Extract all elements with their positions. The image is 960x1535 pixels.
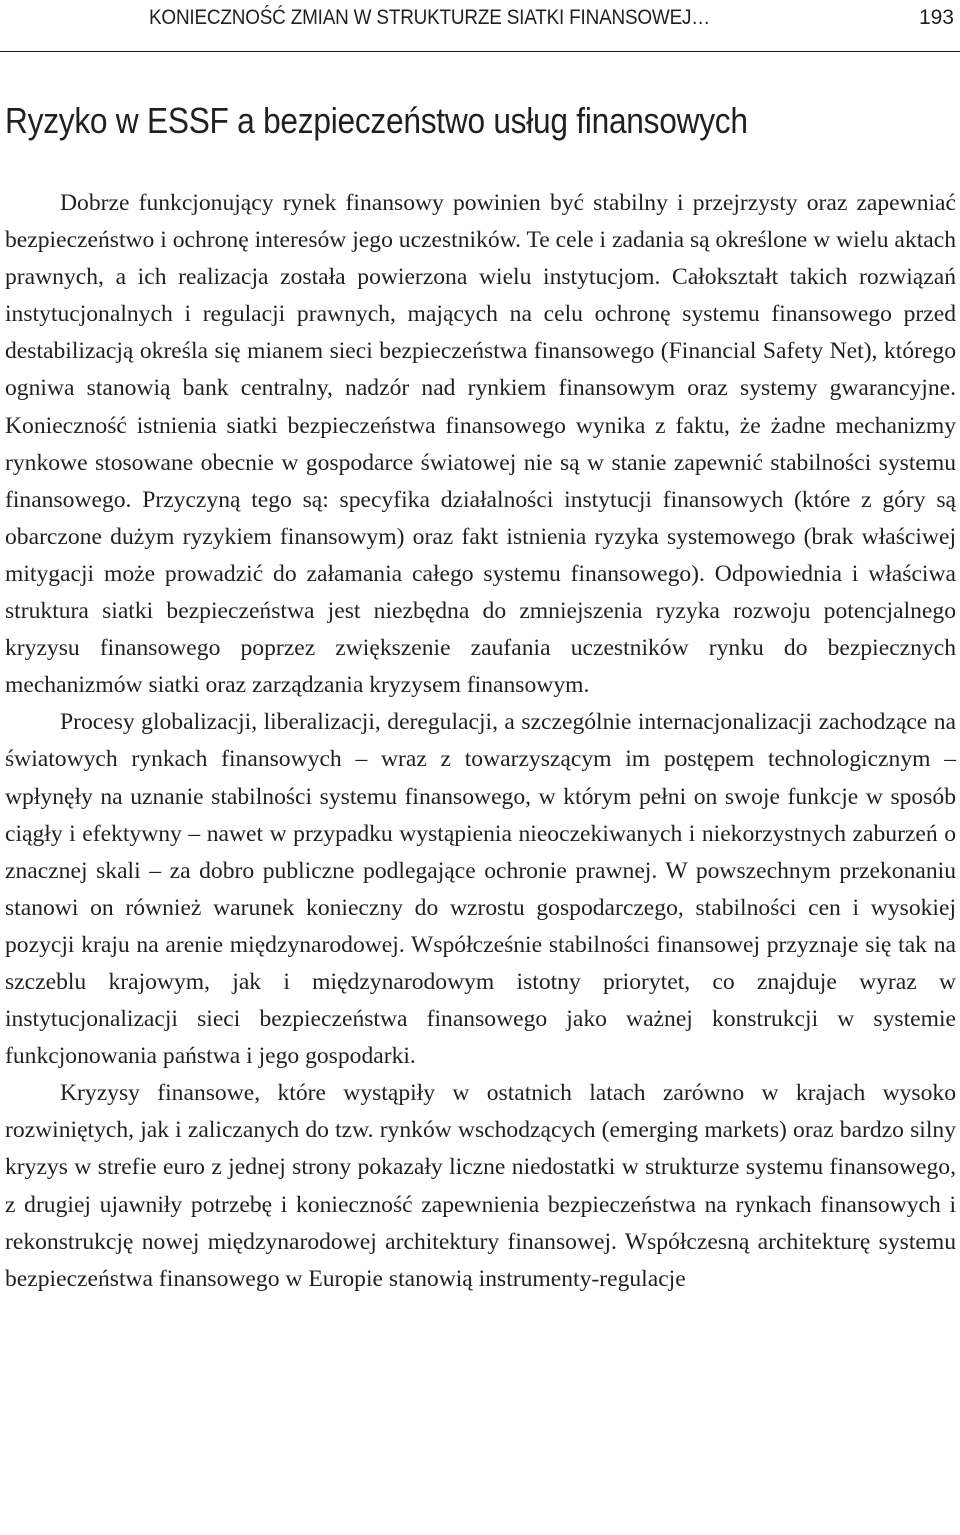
- section-heading: Ryzyko w ESSF a bezpieczeństwo usług finansowych: [5, 100, 748, 141]
- paragraph-3: Kryzysy finansowe, które wystąpiły w ostatnich latach zarówno w krajach wysoko rozwiniętych, jak i zaliczanych do tzw. rynków wschodzących (emerging markets) oraz bardzo silny kryzys w strefie euro z jednej strony pokazały liczne niedostatki w strukturze systemu finansowego, z drugiej ujawniły potrzebę i konieczność zapewnienia bezpieczeństwa na rynkach finansowych i rekonstrukcję nowej międzynarodowej architektury finansowej. Współczesną architekturę systemu bezpieczeństwa finansowego w Europie stanowią instrumenty-regulacje: [5, 1080, 956, 1292]
- paragraph-2: Procesy globalizacji, liberalizacji, deregulacji, a szczególnie internacjonalizacji zachodzące na światowych rynkach finansowych – wraz z towarzyszącym im postępem technologicznym – wpłynęły na uznanie stabilności systemu finansowego, w którym pełni on swoje funkcje w sposób ciągły i efektywny – nawet w przypadku wystąpienia nieoczekiwanych i niekorzystnych zaburzeń o znacznej skali – za dobro publiczne podlegające ochronie prawnej. W powszechnym przekonaniu stanowi on również warunek konieczny do wzrostu gospodarczego, stabilności cen i wysokiej pozycji kraju na arenie międzynarodowej. Współcześnie stabilności finansowej przyznaje się tak na szczeblu krajowym, jak i międzynarodowym istotny priorytet, co znajduje wyraz w instytucjonalizacji sieci bezpieczeństwa finansowego jako ważnej konstrukcji w systemie funkcjonowania państwa i jego gospodarki.: [5, 709, 956, 1070]
- body-text: [5, 185, 956, 1298]
- running-title: KONIECZNOŚĆ ZMIAN W STRUKTURZE SIATKI FINANSOWEJ…: [149, 6, 710, 29]
- running-header: [0, 0, 960, 52]
- page-number: 193: [918, 6, 954, 29]
- paragraph-1: Dobrze funkcjonujący rynek finansowy powinien być stabilny i przejrzysty oraz zapewniać bezpieczeństwo i ochronę interesów jego uczestników. Te cele i zadania są określone w wielu aktach prawnych, a ich realizacja została powierzona wielu instytucjom. Całokształt takich rozwiązań instytucjonalnych i regulacji prawnych, mających na celu ochronę systemu finansowego przed destabilizacją określa się mianem sieci bezpieczeństwa finansowego (Financial Safety Net), którego ogniwa stanowią bank centralny, nadzór nad rynkiem finansowym oraz systemy gwarancyjne. Konieczność istnienia siatki bezpieczeństwa finansowego wynika z faktu, że żadne mechanizmy rynkowe stosowane obecnie w gospodarce światowej nie są w stanie zapewnić stabilności systemu finansowego. Przyczyną tego są: specyfika działalności instytucji finansowych (które z góry są obarczone dużym ryzykiem finansowym) oraz fakt istnienia ryzyka systemowego (brak właściwej mitygacji może prowadzić do załamania całego systemu finansowego). Odpowiednia i właściwa struktura siatki bezpieczeństwa jest niezbędna do zmniejszenia ryzyka rozwoju potencjalnego kryzysu finansowego poprzez zwiększenie zaufania uczestników rynku do bezpiecznych mechanizmów siatki oraz zarządzania kryzysem finansowym.: [5, 190, 956, 699]
